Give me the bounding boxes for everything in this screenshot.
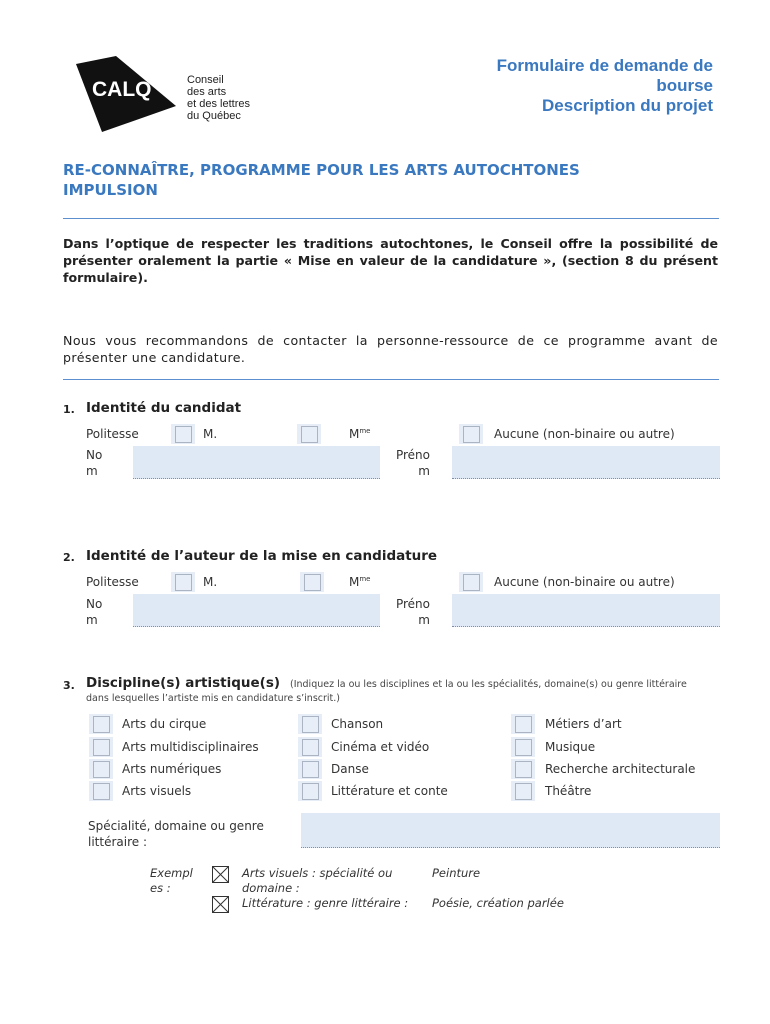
discipline-checkbox[interactable] [302, 739, 319, 756]
section-title: Identité du candidat [86, 400, 242, 416]
divider [63, 379, 719, 380]
prenom-label-part: Préno [395, 597, 430, 611]
discipline-label: Littérature et conte [331, 784, 448, 798]
header-line: bourse [656, 76, 713, 95]
discipline-label: Arts multidisciplinaires [122, 740, 259, 754]
checkbox-wrap [298, 759, 322, 779]
politesse-label: Politesse [86, 427, 139, 441]
nom-label [86, 447, 102, 479]
discipline-label: Métiers d’art [545, 717, 622, 731]
nom-field[interactable] [133, 446, 380, 479]
discipline-checkbox[interactable] [93, 716, 110, 733]
politesse-label: Politesse [86, 575, 139, 589]
checkbox-wrap [171, 572, 195, 592]
checkbox-wrap [511, 737, 535, 757]
checkbox-wrap [297, 424, 321, 444]
section-note: (Indiquez la ou les disciplines et la ou les spécialités, domaine(s) ou genre littéraire [290, 679, 687, 690]
calq-logo [72, 54, 182, 134]
checkbox-wrap [300, 572, 324, 592]
discipline-checkbox[interactable] [302, 783, 319, 800]
discipline-checkbox[interactable] [515, 783, 532, 800]
logo-line: Conseil [187, 74, 224, 86]
mme-sup: me [359, 575, 371, 583]
section-number: 1. [63, 403, 75, 416]
discipline-label: Danse [331, 762, 369, 776]
checkbox-wrap [511, 714, 535, 734]
checkbox-mme[interactable] [301, 426, 318, 443]
nom-label [86, 596, 102, 628]
nom-label-part: No [86, 448, 103, 462]
intro-bold: Dans l’optique de respecter les traditions autochtones, le Conseil offre la possibilité de présenter oralement la partie « Mise en valeur de la candidature », (section 8 du présent formulaire). [63, 236, 718, 285]
nom-label-part: No [86, 597, 103, 611]
checkbox-mme[interactable] [304, 574, 321, 591]
example-value: Peinture [432, 866, 481, 880]
prenom-label-part: m [418, 613, 430, 627]
nom-field[interactable] [133, 594, 380, 627]
checkbox-wrap [459, 424, 483, 444]
prenom-label-part: m [418, 464, 430, 478]
mme-text: M [349, 575, 360, 589]
discipline-label: Arts du cirque [122, 717, 207, 731]
discipline-label: Chanson [331, 717, 384, 731]
section-title: Identité de l’auteur de la mise en candidature [86, 548, 438, 564]
divider [63, 218, 719, 219]
checkbox-wrap [89, 781, 113, 801]
checkbox-wrap [89, 737, 113, 757]
logo-mark: CALQ [92, 78, 152, 101]
discipline-label: Arts numériques [122, 762, 222, 776]
label-aucune: Aucune (non-binaire ou autre) [494, 575, 675, 589]
form-header [497, 56, 713, 116]
discipline-checkbox[interactable] [302, 761, 319, 778]
checkbox-wrap [298, 714, 322, 734]
mme-text: M [349, 427, 360, 441]
example-value: Poésie, création parlée [432, 896, 564, 910]
checkbox-wrap [298, 781, 322, 801]
discipline-checkbox[interactable] [302, 716, 319, 733]
checkbox-wrap [89, 714, 113, 734]
header-line: Description du projet [542, 96, 713, 115]
section-number: 3. [63, 679, 75, 692]
discipline-checkbox[interactable] [515, 761, 532, 778]
checkbox-wrap [89, 759, 113, 779]
prenom-label-part: Préno [395, 448, 430, 462]
checkbox-wrap [171, 424, 195, 444]
exemples-label-part: Exempl [150, 866, 193, 880]
exemples-label-part: es : [150, 881, 171, 895]
prenom-label [392, 596, 430, 628]
nom-label-part: m [86, 464, 98, 478]
exemples-label [150, 866, 193, 896]
discipline-label: Théâtre [545, 784, 592, 798]
label-mme [349, 575, 371, 589]
discipline-checkbox[interactable] [515, 716, 532, 733]
logo-text [187, 74, 250, 122]
section-number: 2. [63, 551, 75, 564]
prenom-label [392, 447, 430, 479]
discipline-checkbox[interactable] [93, 739, 110, 756]
checkbox-m[interactable] [175, 574, 192, 591]
example-label: Littérature : genre littéraire : [242, 896, 409, 910]
mme-sup: me [359, 427, 371, 435]
specialite-field[interactable] [301, 813, 720, 848]
discipline-label: Arts visuels [122, 784, 192, 798]
logo-line: du Québec [187, 110, 241, 122]
example-label-part: Arts visuels : spécialité ou [242, 866, 393, 880]
header-line: Formulaire de demande de [496, 56, 713, 75]
example-label-part: domaine : [242, 881, 300, 895]
checked-box-icon [212, 866, 229, 883]
checkbox-aucune[interactable] [463, 574, 480, 591]
discipline-checkbox[interactable] [515, 739, 532, 756]
label-m: M. [203, 575, 218, 589]
prenom-field[interactable] [452, 446, 720, 479]
checked-box-icon [212, 896, 229, 913]
discipline-label: Recherche architecturale [545, 762, 696, 776]
discipline-checkbox[interactable] [93, 761, 110, 778]
nom-label-part: m [86, 613, 98, 627]
section-title: Discipline(s) artistique(s) [86, 675, 281, 691]
label-mme [349, 427, 371, 441]
checkbox-wrap [298, 737, 322, 757]
label-aucune: Aucune (non-binaire ou autre) [494, 427, 675, 441]
section-note: dans lesquelles l’artiste mis en candidature s’inscrit.) [86, 693, 340, 704]
specialite-label-part: littéraire : [88, 835, 147, 849]
label-m: M. [203, 427, 218, 441]
specialite-label-part: Spécialité, domaine ou genre [88, 819, 264, 833]
intro-text: Nous vous recommandons de contacter la personne-ressource de ce programme avant de présenter une candidature. [63, 333, 718, 365]
checkbox-wrap [511, 781, 535, 801]
program-title-line: IMPULSION [63, 181, 158, 199]
discipline-label: Cinéma et vidéo [331, 740, 430, 754]
logo-line: et des lettres [187, 98, 250, 110]
checkbox-wrap [459, 572, 483, 592]
logo-line: des arts [187, 86, 227, 98]
checkbox-m[interactable] [175, 426, 192, 443]
program-title-line: RE-CONNAÎTRE, PROGRAMME POUR LES ARTS AUTOCHTONES [63, 161, 580, 179]
prenom-field[interactable] [452, 594, 720, 627]
checkbox-wrap [511, 759, 535, 779]
program-title [63, 160, 580, 200]
discipline-label: Musique [545, 740, 596, 754]
discipline-checkbox[interactable] [93, 783, 110, 800]
example-label [242, 866, 392, 896]
checkbox-aucune[interactable] [463, 426, 480, 443]
specialite-label [88, 818, 264, 850]
